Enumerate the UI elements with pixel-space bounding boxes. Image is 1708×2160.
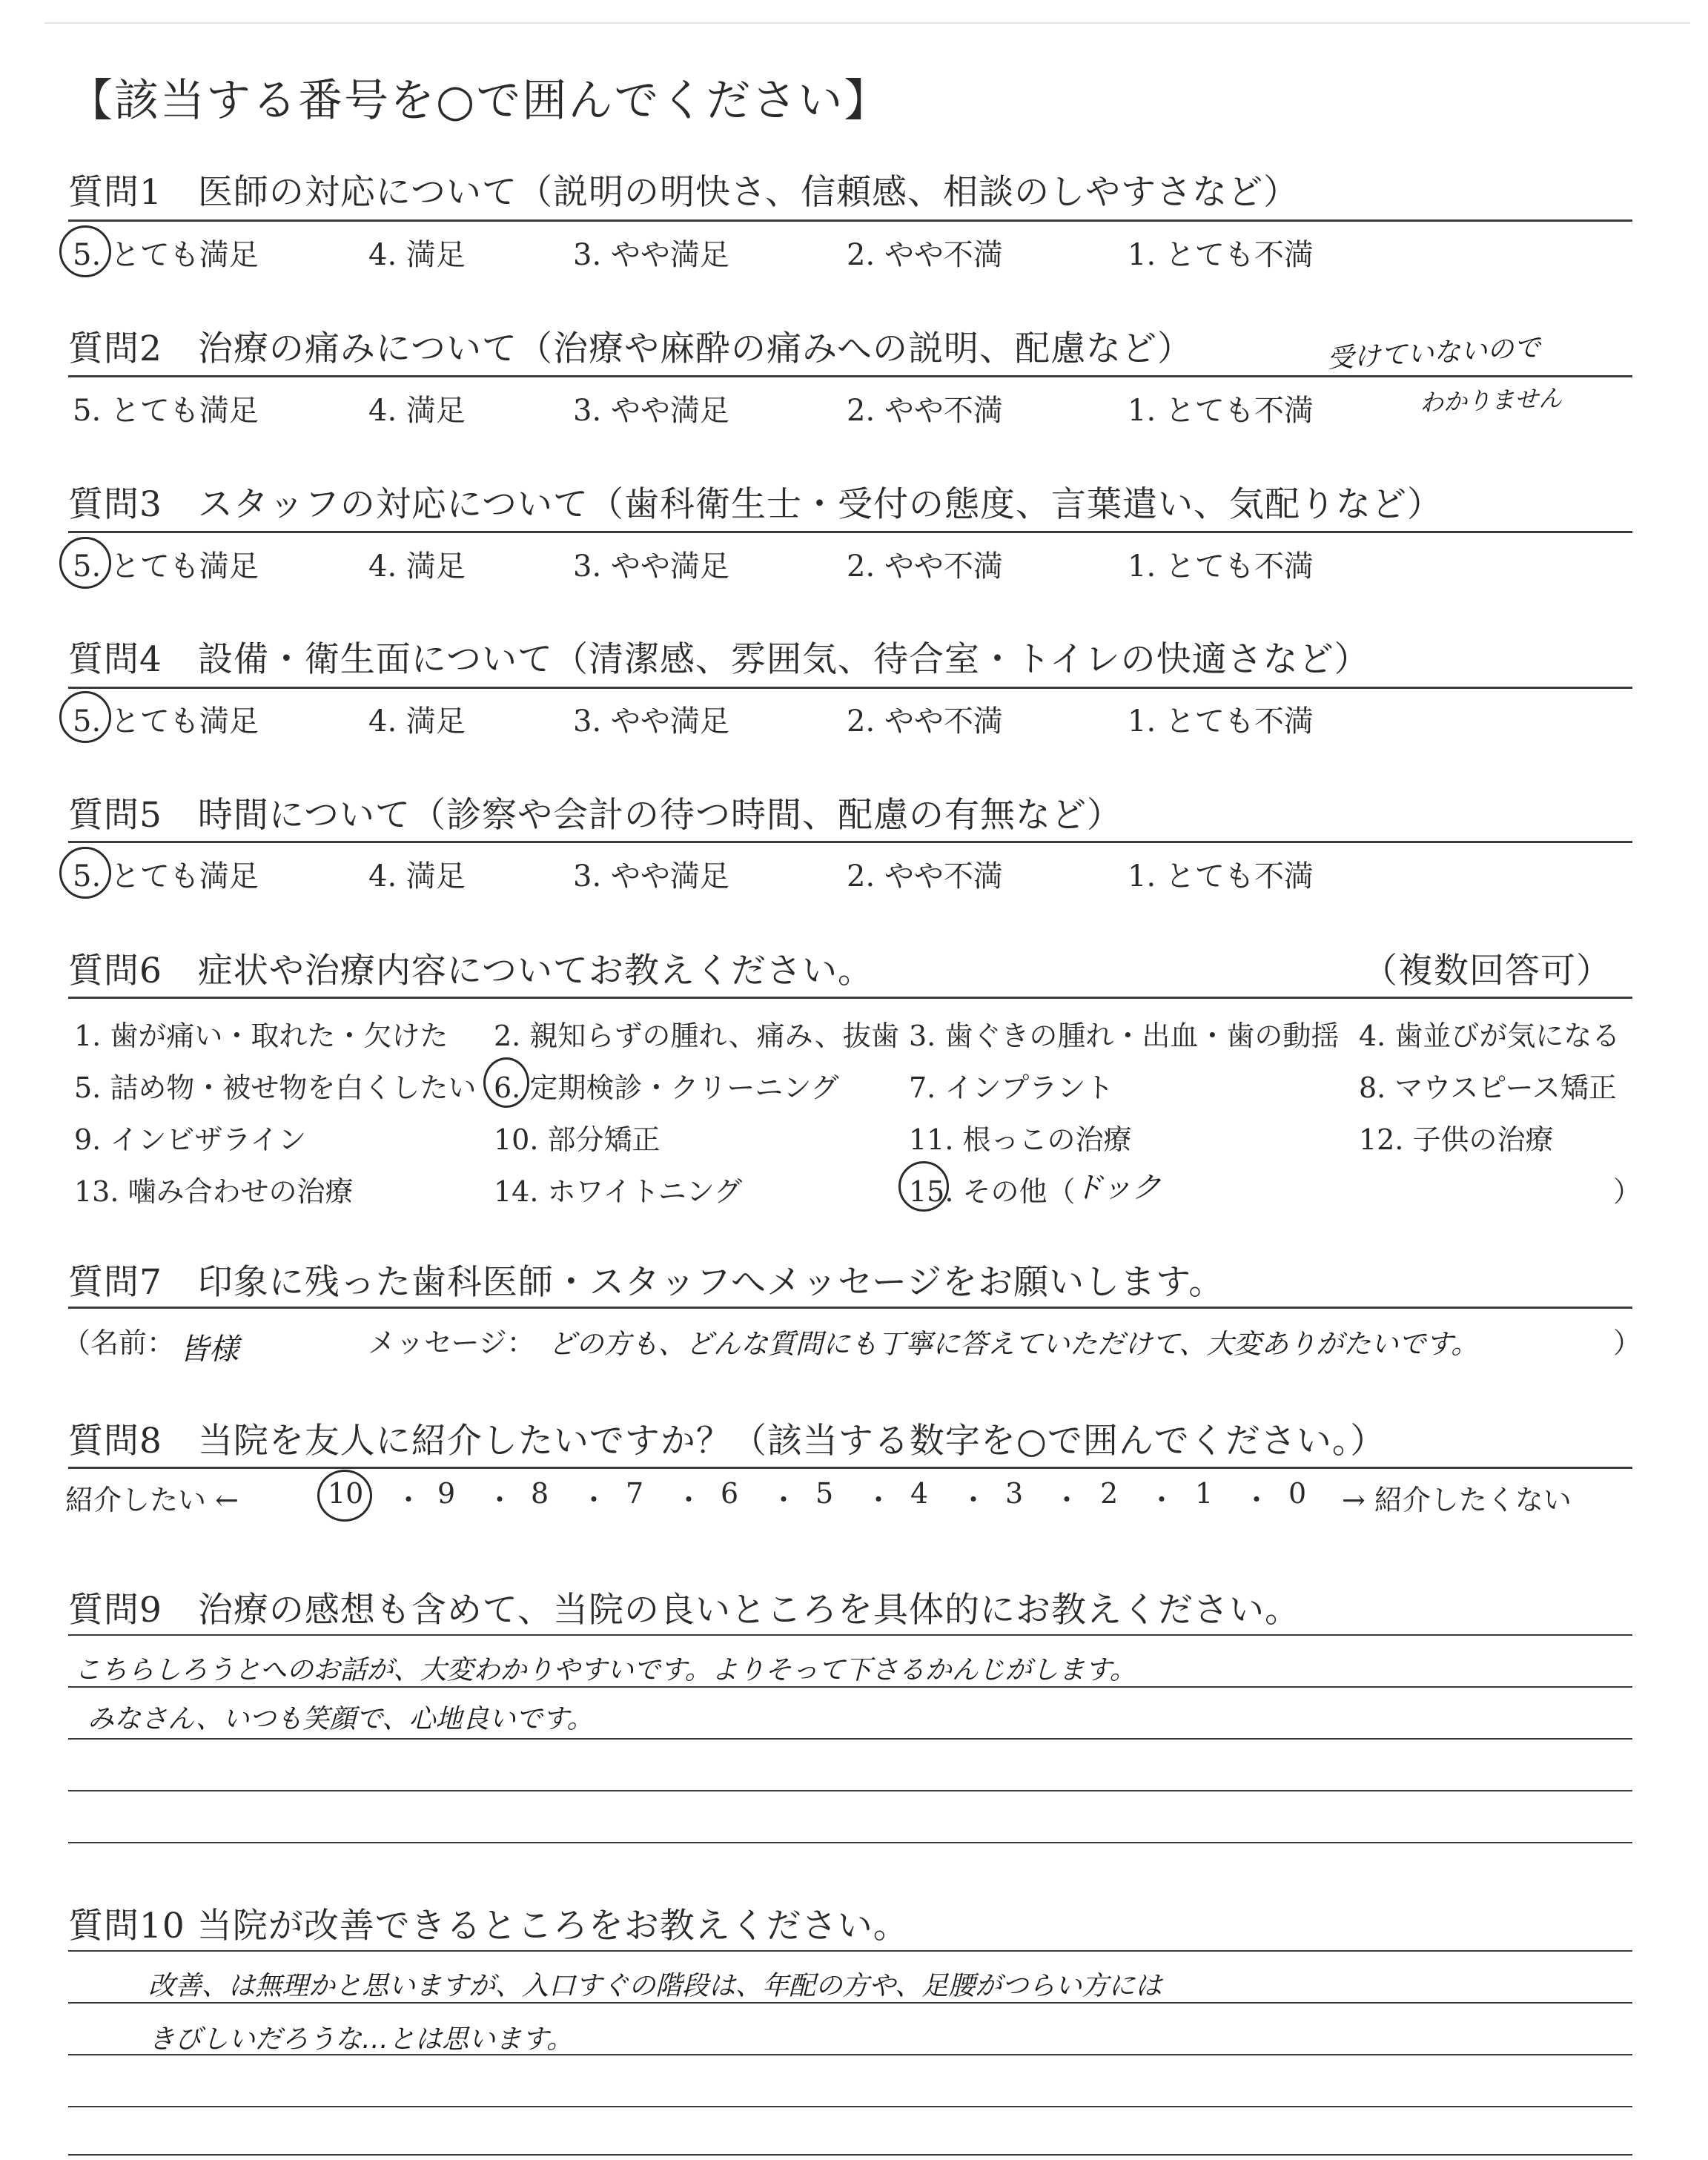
q8-scale-8[interactable]: 8 (531, 1477, 549, 1510)
q6-other-answer[interactable]: ドック (1073, 1171, 1162, 1205)
q8-sep: ・ (486, 1484, 514, 1516)
q1-option-4[interactable]: 4. 満足 (368, 238, 466, 272)
q6-option-3[interactable]: 3. 歯ぐきの腫れ・出血・歯の動揺 (909, 1020, 1340, 1052)
q8-sep: ・ (1148, 1484, 1176, 1516)
q7-title: 質問7 印象に残った歯科医師・スタッフへメッセージをお願いします。 (68, 1262, 1225, 1303)
q3-rule (68, 531, 1632, 533)
q8-scale-7[interactable]: 7 (626, 1477, 644, 1510)
q2-option-1[interactable]: 1. とても不満 (1128, 394, 1314, 428)
q9-line-4 (68, 1790, 1632, 1791)
q7-name-value[interactable]: 皆様 (179, 1332, 239, 1367)
q8-scale-6[interactable]: 6 (721, 1477, 739, 1510)
q9-title: 質問9 治療の感想も含めて、当院の良いところを具体的にお教えください。 (68, 1590, 1300, 1631)
q1-option-2[interactable]: 2. やや不満 (847, 238, 1003, 272)
q1-title: 質問1 医師の対応について（説明の明快さ、信頼感、相談のしやすさなど） (68, 172, 1300, 213)
q6-option-4[interactable]: 4. 歯並びが気になる (1359, 1020, 1621, 1052)
q5-option-5[interactable]: 5. とても満足 (73, 859, 259, 894)
q10-line-5 (68, 2154, 1632, 2156)
q7-message-label: メッセージ： (368, 1327, 535, 1359)
q2-handwritten-note-2: わかりません (1419, 383, 1563, 417)
q9-line-1 (68, 1634, 1632, 1636)
q5-option-3[interactable]: 3. やや満足 (573, 859, 729, 894)
q6-option-7[interactable]: 7. インプラント (909, 1071, 1114, 1104)
q2-handwritten-note-1: 受けていないので (1326, 332, 1542, 374)
q7-message-value[interactable]: どの方も、どんな質問にも丁寧に答えていただけて、大変ありがたいです。 (549, 1328, 1479, 1360)
q10-line-4 (68, 2106, 1632, 2107)
q10-answer-line-2[interactable]: きびしいだろうな…とは思います。 (148, 2024, 574, 2055)
q6-rule (68, 997, 1632, 999)
q6-option-12[interactable]: 12. 子供の治療 (1359, 1123, 1554, 1156)
q4-option-4[interactable]: 4. 満足 (368, 704, 466, 739)
q7-name-label: （名前： (62, 1327, 176, 1359)
q6-title: 質問6 症状や治療内容についてお教えください。 (68, 951, 873, 991)
q8-rule (68, 1467, 1632, 1469)
q3-option-2[interactable]: 2. やや不満 (847, 549, 1003, 584)
q5-option-4[interactable]: 4. 満足 (368, 859, 466, 894)
q4-option-5[interactable]: 5. とても満足 (73, 704, 259, 739)
q2-title: 質問2 治療の痛みについて（治療や麻酔の痛みへの説明、配慮など） (68, 328, 1194, 369)
q1-option-5[interactable]: 5. とても満足 (73, 238, 259, 272)
q6-option-10[interactable]: 10. 部分矯正 (494, 1123, 661, 1156)
q4-option-1[interactable]: 1. とても不満 (1128, 704, 1314, 739)
q6-option-8[interactable]: 8. マウスピース矯正 (1359, 1071, 1617, 1104)
q9-answer-line-1[interactable]: こちらしろうとへのお話が、大変わかりやすいです。よりそって下さるかんじがします。 (74, 1655, 1136, 1685)
q8-scale-2[interactable]: 2 (1100, 1477, 1119, 1510)
q10-answer-line-1[interactable]: 改善、は無理かと思いますが、入口すぐの階段は、年配の方や、足腰がつらい方には (148, 1971, 1162, 2001)
q8-sep: ・ (1242, 1484, 1271, 1516)
q3-option-5[interactable]: 5. とても満足 (73, 549, 259, 584)
q2-option-4[interactable]: 4. 満足 (368, 394, 466, 428)
q6-option-14[interactable]: 14. ホワイトニング (494, 1175, 743, 1208)
q3-option-3[interactable]: 3. やや満足 (573, 549, 729, 584)
q8-sep: ・ (675, 1484, 704, 1516)
q8-scale-10[interactable]: 10 (328, 1477, 364, 1510)
q6-option-1[interactable]: 1. 歯が痛い・取れた・欠けた (74, 1020, 448, 1052)
q5-rule (68, 841, 1632, 843)
q8-right-label: → 紹介したくない (1342, 1484, 1572, 1516)
q5-option-1[interactable]: 1. とても不満 (1128, 859, 1314, 894)
q8-title: 質問8 当院を友人に紹介したいですか？（該当する数字を○で囲んでください。） (68, 1421, 1386, 1462)
q4-rule (68, 687, 1632, 689)
q6-option-11[interactable]: 11. 根っこの治療 (909, 1123, 1132, 1156)
q4-title: 質問4 設備・衛生面について（清潔感、雰囲気、待合室・トイレの快適さなど） (68, 639, 1370, 680)
q3-option-1[interactable]: 1. とても不満 (1128, 549, 1314, 584)
q8-scale-4[interactable]: 4 (910, 1477, 929, 1510)
q2-option-3[interactable]: 3. やや満足 (573, 394, 729, 428)
q1-option-3[interactable]: 3. やや満足 (573, 238, 729, 272)
q6-option-2[interactable]: 2. 親知らずの腫れ、痛み、抜歯 (494, 1020, 899, 1052)
q6-option-9[interactable]: 9. インビザライン (74, 1123, 307, 1156)
q8-scale-3[interactable]: 3 (1005, 1477, 1024, 1510)
q3-option-4[interactable]: 4. 満足 (368, 549, 466, 584)
q7-rule (68, 1307, 1632, 1309)
q9-line-5 (68, 1842, 1632, 1843)
top-border (44, 22, 1690, 24)
q8-scale-5[interactable]: 5 (815, 1477, 834, 1510)
q8-sep: ・ (959, 1484, 988, 1516)
q10-title: 質問10 当院が改善できるところをお教えください。 (68, 1906, 909, 1946)
q2-option-2[interactable]: 2. やや不満 (847, 394, 1003, 428)
q9-answer-line-2[interactable]: みなさん、いつも笑顔で、心地良いです。 (87, 1704, 594, 1734)
q3-title: 質問3 スタッフの対応について（歯科衛生士・受付の態度、言葉遣い、気配りなど） (68, 484, 1443, 525)
q2-option-5[interactable]: 5. とても満足 (73, 394, 259, 428)
q2-rule (68, 375, 1632, 377)
q8-sep: ・ (864, 1484, 893, 1516)
q7-close: ） (1613, 1327, 1642, 1359)
q1-rule (68, 219, 1632, 222)
q6-option-6[interactable]: 6. 定期検診・クリーニング (494, 1071, 839, 1104)
q5-option-2[interactable]: 2. やや不満 (847, 859, 1003, 894)
q6-option-5[interactable]: 5. 詰め物・被せ物を白くしたい (74, 1071, 477, 1104)
q8-sep: ・ (580, 1484, 609, 1516)
q6-option-13[interactable]: 13. 噛み合わせの治療 (74, 1175, 354, 1208)
q1-option-1[interactable]: 1. とても不満 (1128, 238, 1314, 272)
q6-option-15[interactable]: 15. その他（ (909, 1175, 1076, 1208)
q5-title: 質問5 時間について（診察や会計の待つ時間、配慮の有無など） (68, 795, 1122, 836)
q9-line-3 (68, 1738, 1632, 1740)
q8-sep: ・ (394, 1484, 423, 1516)
q8-scale-9[interactable]: 9 (437, 1477, 456, 1510)
q8-sep: ・ (1053, 1484, 1082, 1516)
q8-left-label: 紹介したい ← (65, 1484, 239, 1516)
q6-other-close: ） (1613, 1175, 1642, 1208)
q8-sep: ・ (769, 1484, 798, 1516)
q4-option-3[interactable]: 3. やや満足 (573, 704, 729, 739)
page-heading: 【該当する番号を○で囲んでください】 (68, 75, 890, 127)
q10-line-1 (68, 1950, 1632, 1952)
q8-scale-0[interactable]: 0 (1288, 1477, 1307, 1510)
q6-multi-note: （複数回答可） (1363, 951, 1612, 991)
q8-scale-1[interactable]: 1 (1195, 1477, 1214, 1510)
q4-option-2[interactable]: 2. やや不満 (847, 704, 1003, 739)
